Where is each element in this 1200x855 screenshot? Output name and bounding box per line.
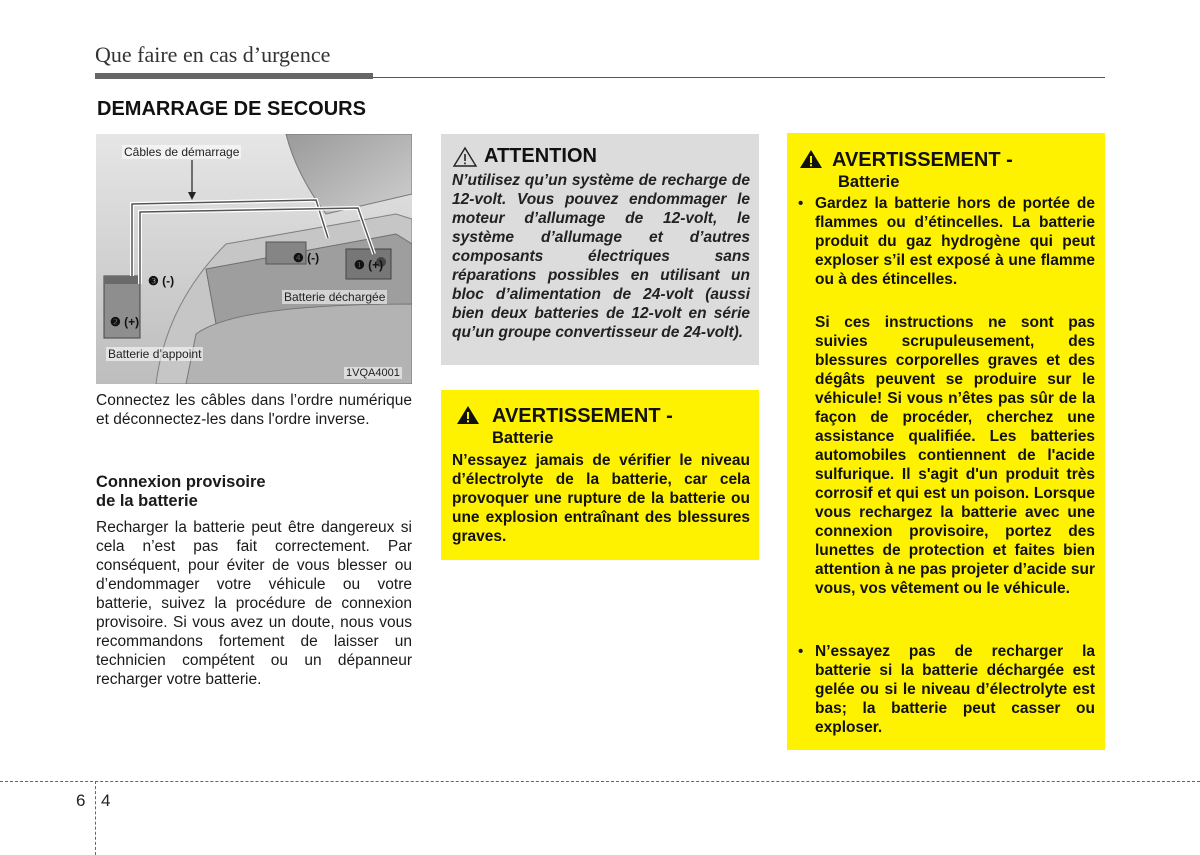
warning-subtitle: Batterie <box>492 429 554 447</box>
warning-subtitle: Batterie <box>838 173 900 191</box>
warning-triangle-icon <box>452 146 478 168</box>
section-title: DEMARRAGE DE SECOURS <box>97 98 366 120</box>
terminal-1-label: ❶ (+) <box>354 258 384 272</box>
page-chapter: 6 <box>76 791 86 810</box>
bullet-icon: • <box>798 643 804 660</box>
warning-triangle-icon <box>455 404 481 426</box>
sub-heading-line2: de la batterie <box>96 492 198 510</box>
page-number: 4 <box>101 791 111 810</box>
warning-title: AVERTISSEMENT - <box>492 405 673 427</box>
sub-paragraph: Recharger la batterie peut être dangereux si cela n’est pas fait correctement. Par conséquent, pour éviter de vous blesser ou d’endommager votre véhicule ou votre batterie, suivez la procédure de connexion provisoire. Si vous avez un doute, nous vous recommandons fortement de laisser un technicien compétent ou un dépanneur recharger votre batterie. <box>96 519 412 688</box>
label-booster-battery: Batterie d’appoint <box>108 347 202 361</box>
header-title: Que faire en cas d’urgence <box>95 42 331 67</box>
label-discharged-battery: Batterie déchargée <box>284 290 386 304</box>
warning-title: AVERTISSEMENT - <box>832 149 1013 171</box>
sub-heading-line1: Connexion provisoire <box>96 473 266 491</box>
figure-code: 1VQA4001 <box>346 367 400 379</box>
terminal-2-label: ❷ (+) <box>110 315 140 329</box>
bullet-icon: • <box>798 195 804 212</box>
label-cables: Câbles de démarrage <box>124 145 240 159</box>
footer-rule <box>0 781 1200 782</box>
terminal-4-label: ❹ (-) <box>293 251 320 265</box>
terminal-3-label: ❸ (-) <box>148 274 175 288</box>
footer-divider <box>95 781 96 855</box>
warning-item-2: N’essayez pas de recharger la batterie si la batterie déchargée est gelée ou si le niveau d’électrolyte est bas; la batterie peut casser ou exploser. <box>815 643 1095 736</box>
jump-start-figure <box>96 134 412 384</box>
warning-text: N’essayez jamais de vérifier le niveau d’électrolyte de la batterie, car cela provoquer une rupture de la batterie ou une explosion entraînant des blessures graves. <box>452 452 750 545</box>
warning-item-1: Gardez la batterie hors de portée de flammes ou d’étincelles. La batterie produit du gaz hydrogène qui peut exploser s’il est exposé à une flamme ou à des étincelles. <box>815 195 1095 288</box>
attention-title: ATTENTION <box>484 145 597 167</box>
intro-paragraph: Connectez les câbles dans l’ordre numérique et déconnectez-les dans l'ordre inverse. <box>96 392 412 428</box>
warning-item-1-continued: Si ces instructions ne sont pas suivies scrupuleusement, des blessures corporelles graves et des dégâts peuvent se produire sur le véhicule! Si vous n’êtes pas sûr de la façon de procéder, cherchez une assistance qualifiée. Les batteries automobiles contiennent de l'acide sulfurique. Il s'agit d'un produit très corrosif et qui est un poison. Lorsque vous rechargez la batterie avec une connexion provisoire, portez des lunettes de protection et faites bien attention à ne pas projeter d’acide sur vous, vos vêtement ou le véhicule. <box>815 314 1095 597</box>
sub-heading <box>96 473 412 511</box>
header-rule-accent <box>95 73 373 79</box>
warning-triangle-icon <box>798 148 824 170</box>
attention-text: N’utilisez qu’un système de recharge de 12-volt. Vous pouvez endommager le moteur d’allumage de 12-volt, le système d’allumage et d’autres composants électriques sans réparations possibles en utilisant un bloc d’alimentation de 24-volt (aussi bien deux batteries de 12-volt en série qu’un groupe convertisseur de 24-volt). <box>452 172 750 341</box>
